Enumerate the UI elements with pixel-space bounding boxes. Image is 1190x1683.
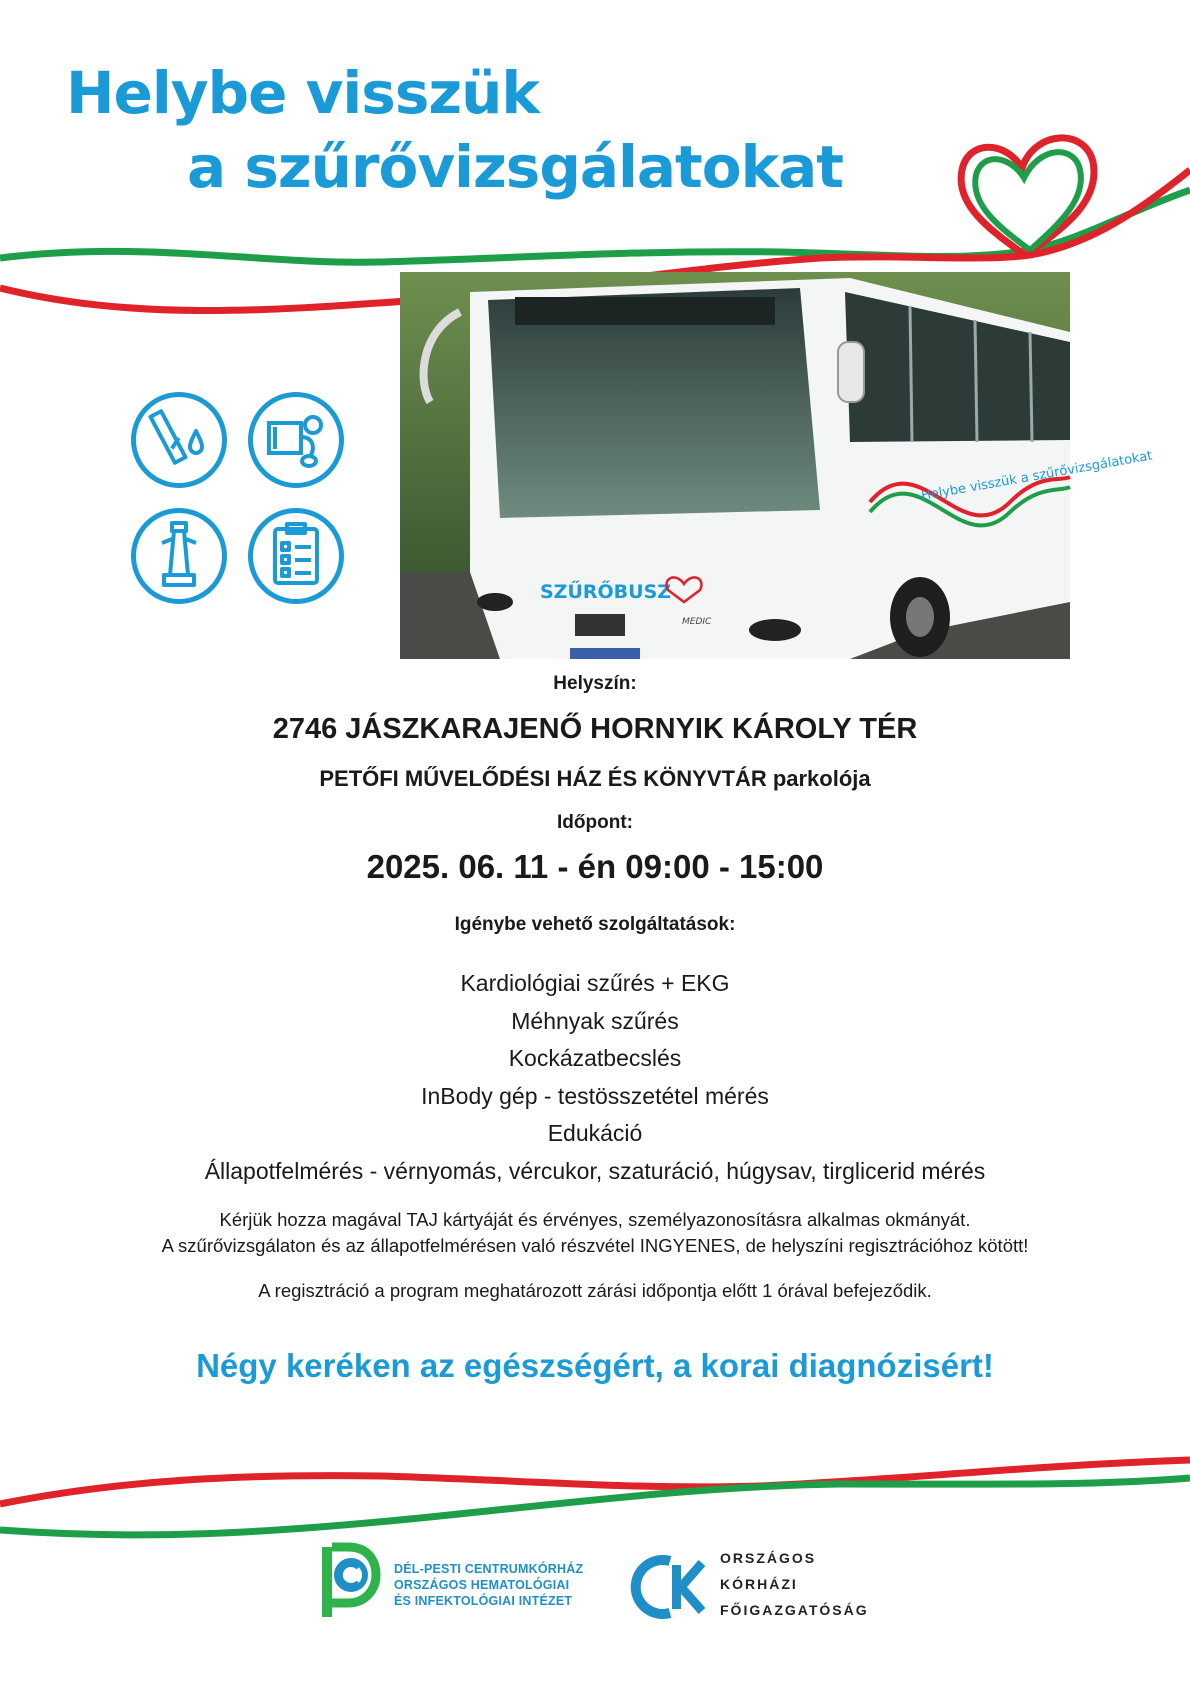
services-list [0,965,1190,1190]
clipboard-checklist-icon [248,508,344,604]
note-line-3: A regisztráció a program meghatározott zárási időpontja előtt 1 órával befejeződik. [258,1280,932,1301]
slogan: Négy keréken az egészségért, a korai diagnózisért! [196,1347,994,1384]
location-label: Helyszín: [553,673,637,694]
dpc-logo-text [394,1561,583,1609]
body-composition-scale-icon [131,508,227,604]
location-address: 2746 JÁSZKARAJENŐ HORNYIK KÁROLY TÉR [272,713,918,745]
list-item: Állapotfelmérés - vérnyomás, vércukor, szaturáció, húgysav, tirglicerid mérés [204,1157,986,1184]
list-item: Edukáció [547,1120,643,1146]
list-item: Kardiológiai szűrés + EKG [460,970,730,996]
bus-front-text: SZŰRŐBUSZ [540,581,672,603]
note-line-2: A szűrővizsgálaton és az állapotfelmérésen való részvétel INGYENES, de helyszíni regisztrációhoz kötött! [161,1235,1029,1256]
list-item: Kockázatbecslés [508,1045,682,1071]
services-label: Igénybe vehető szolgáltatások: [454,914,736,935]
dpc-name-line-1: DÉL-PESTI CENTRUMKÓRHÁZ [394,1562,584,1576]
dpc-name-line-2: ORSZÁGOS HEMATOLÓGIAI [394,1578,570,1592]
location-venue: PETŐFI MŰVELŐDÉSI HÁZ ÉS KÖNYVTÁR parkolója [319,766,871,791]
okfo-logo [634,1553,710,1621]
blood-pressure-monitor-icon [248,392,344,488]
notes-block [0,1207,1190,1259]
okfo-name-line-2: KÓRHÁZI [720,1576,798,1592]
dpc-logo [318,1543,380,1621]
dpc-name-line-3: ÉS INFEKTOLÓGIAI INTÉZET [394,1594,573,1608]
list-item: Méhnyak szűrés [511,1007,679,1034]
bus-side-text: Helybe visszük a szűrővizsgálatokat [920,448,1154,504]
okfo-name-line-1: ORSZÁGOS [720,1550,817,1566]
time-label: Időpont: [557,812,633,833]
test-strip-icon [131,392,227,488]
headline-line-1: Helybe visszük [66,59,539,127]
bus-brand-text: MEDIC [682,617,712,627]
note-line-1: Kérjük hozza magával TAJ kártyáját és érvényes, személyazonosításra alkalmas okmányát. [219,1209,971,1230]
okfo-name-line-3: FŐIGAZGATÓSÁG [720,1602,869,1618]
bottom-ribbon-decoration [0,1430,1190,1550]
bus-photo [400,272,1154,659]
okfo-logo-text [720,1545,869,1623]
time-value: 2025. 06. 11 - én 09:00 - 15:00 [366,848,824,885]
headline-line-2: a szűrővizsgálatokat [187,133,844,201]
list-item: InBody gép - testösszetétel mérés [421,1082,769,1109]
